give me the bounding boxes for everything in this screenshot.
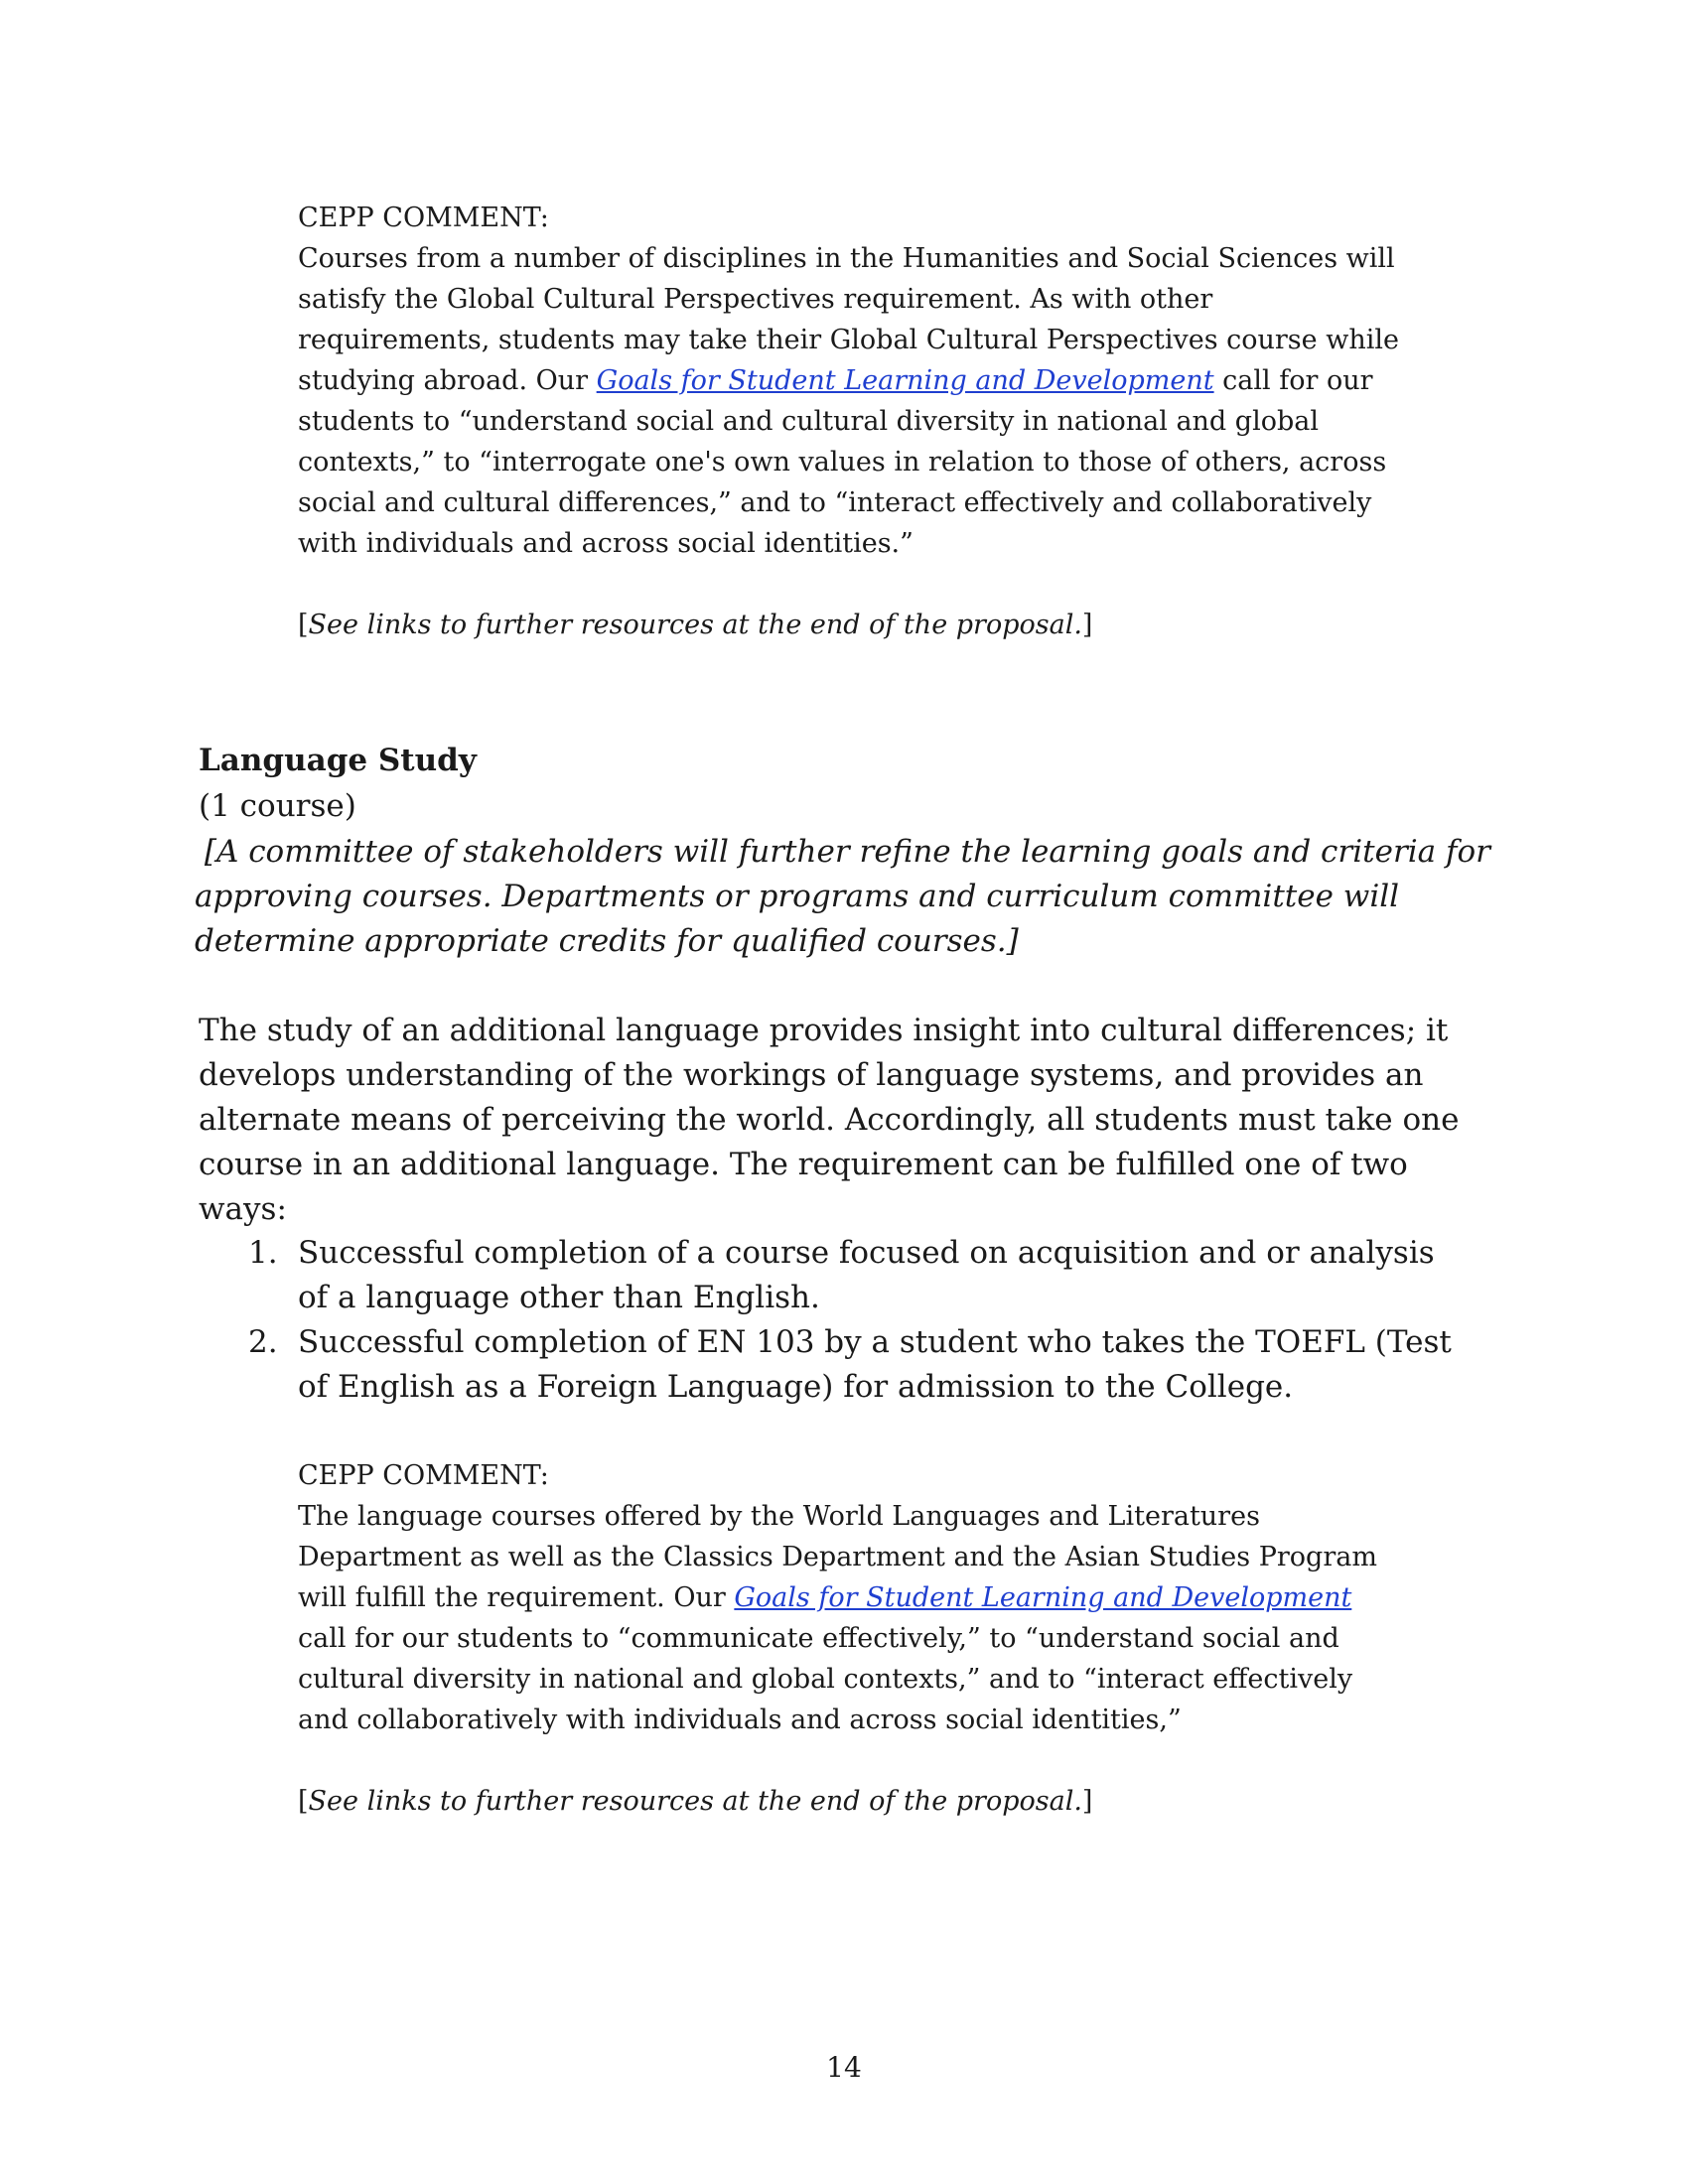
list-item	[248, 1320, 1470, 1410]
cepp-comment-global	[298, 198, 1400, 645]
cepp-comment-heading: CEPP COMMENT:	[298, 1460, 549, 1491]
note-bracket-open: [	[298, 610, 309, 640]
section-credits: (1 course)	[199, 788, 356, 824]
resources-note	[298, 1781, 1400, 1822]
comment-text-after-link: call for our students to “communicate effectively,” to “understand social and cultural diversity in national and global contexts,” and to “interact effectively and collaboratively with individuals and across social identities,”	[298, 1623, 1353, 1735]
note-bracket-open: [	[298, 1786, 309, 1817]
cepp-comment-heading: CEPP COMMENT:	[298, 203, 549, 233]
cepp-comment-body	[298, 238, 1400, 564]
note-bracket-close: ]	[1081, 610, 1093, 640]
page-number: 14	[826, 2051, 862, 2084]
spacer	[298, 1740, 1400, 1781]
list-item-number: 1.	[248, 1235, 278, 1271]
spacer	[298, 564, 1400, 605]
list-item-text: Successful completion of a course focused on acquisition and or analysis of a language other than English.	[298, 1235, 1435, 1315]
comment-text-after-link: call for our students to “understand social and cultural diversity in national and global contexts,” to “interrogate one's own values in relation to those of others, across social and cultural differences,” and to “interact effectively and collaboratively with individuals and across social identities.”	[298, 365, 1387, 559]
goals-link[interactable]: Goals for Student Learning and Development	[734, 1582, 1352, 1613]
goals-link[interactable]: Goals for Student Learning and Development	[596, 365, 1214, 396]
note-text: See links to further resources at the end of the proposal.	[308, 1786, 1082, 1817]
note-text: See links to further resources at the end of the proposal.	[308, 610, 1082, 640]
committee-note: [A committee of stakeholders will further refine the learning goals and criteria for approving courses. Departments or programs and curriculum committee will determine appropriate credits for qualified courses.]	[195, 834, 1500, 959]
resources-note	[298, 605, 1400, 645]
note-bracket-close: ]	[1081, 1786, 1093, 1817]
section-intro: The study of an additional language provides insight into cultural differences; it develops understanding of the workings of language systems, and provides an alternate means of perceiving the world. Accordingly, all students must take one course in an additional language. The requirement can be fulfilled one of two ways:	[199, 1013, 1460, 1227]
requirement-list	[248, 1231, 1470, 1410]
list-item-text: Successful completion of EN 103 by a student who takes the TOEFL (Test of English as a Foreign Language) for admission to the College.	[298, 1324, 1452, 1405]
list-item	[248, 1231, 1470, 1320]
list-item-number: 2.	[248, 1324, 278, 1360]
cepp-comment-language	[298, 1455, 1400, 1822]
cepp-comment-body	[298, 1496, 1400, 1740]
comment-text-before-link: The language courses offered by the World Languages and Literatures Department as well as the Classics Department and the Asian Studies Program will fulfill the requirement. Our	[298, 1501, 1377, 1613]
comment-text-before-link: Courses from a number of disciplines in the Humanities and Social Sciences will satisfy the Global Cultural Perspectives requirement. As with other requirements, students may take their Global Cultural Perspectives course while studying abroad. Our	[298, 243, 1399, 396]
section-title: Language Study	[199, 743, 477, 778]
